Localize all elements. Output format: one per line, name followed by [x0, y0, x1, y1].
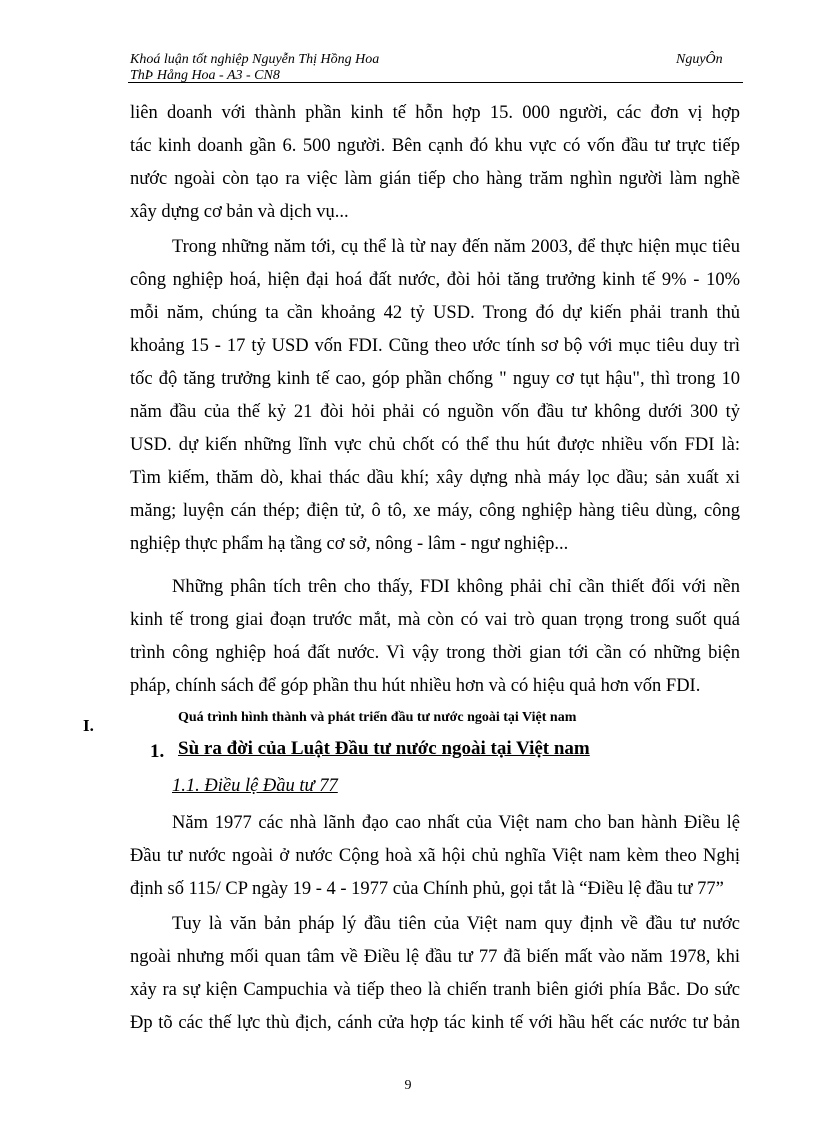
paragraph-line: nghiệp thực phẩm hạ tầng cơ sở, nông - lâm - ngư nghiệp... [130, 534, 569, 554]
paragraph-line: liên doanh với thành phần kinh tế hỗn hợp 15. 000 người, các đơn vị hợp [130, 103, 740, 123]
subheading-title: 1.1. Điều lệ Đầu tư 77 [172, 776, 338, 796]
paragraph-line: pháp, chính sách để góp phần thu hút nhiều hơn và có hiệu quả hơn vốn FDI. [130, 676, 701, 696]
paragraph-line: nước ngoài còn tạo ra việc làm gián tiếp cho hàng trăm nghìn người làm nghề [130, 169, 740, 189]
heading-title: Sù ra đời của Luật Đầu tư nước ngoài tại Việt nam [178, 738, 590, 759]
paragraph-line: định số 115/ CP ngày 19 - 4 - 1977 của Chính phủ, gọi tắt là “Điều lệ đầu tư 77” [130, 879, 724, 899]
section-title: Quá trình hình thành và phát triển đầu tư nước ngoài tại Việt nam [178, 710, 577, 725]
header-author-line: Khoá luận tốt nghiệp Nguyễn Thị Hồng Hoa [130, 52, 380, 67]
section-number: I. [83, 716, 94, 735]
paragraph-line: măng; luyện cán thép; điện tử, ô tô, xe máy, công nghiệp hàng tiêu dùng, công [130, 501, 740, 521]
paragraph-line: Tìm kiếm, thăm dò, khai thác dầu khí; xây dựng nhà máy lọc dầu; sản xuất xi [130, 468, 740, 488]
paragraph-line: mỗi năm, chúng ta cần khoảng 42 tỷ USD. Trong đó dự kiến phải tranh thủ [130, 303, 740, 323]
paragraph-line: năm đầu của thế kỷ 21 đòi hỏi phải có nguồn vốn đầu tư không dưới 300 tỷ [130, 402, 740, 422]
paragraph-line: xảy ra sự kiện Campuchia và tiếp theo là chiến tranh biên giới phía Bắc. Do sức [130, 980, 740, 1000]
paragraph-line: kinh tế trong giai đoạn trước mắt, mà còn có vai trò quan trọng trong suốt quá [130, 610, 740, 630]
header-right-name: NguyÔn [676, 52, 723, 67]
paragraph-line: Tuy là văn bản pháp lý đầu tiên của Việt nam quy định về đầu tư nước [172, 914, 740, 934]
header-class-line: ThÞ Hång Hoa - A3 - CN8 [130, 68, 280, 83]
paragraph-line: Những phân tích trên cho thấy, FDI không phải chỉ cần thiết đối với nền [172, 577, 740, 597]
paragraph-line: Ðp tõ các thế lực thù địch, cánh cửa hợp tác kinh tế với hầu hết các nước tư bản [130, 1013, 740, 1033]
paragraph-line: trình công nghiệp hoá đất nước. Vì vậy trong thời gian tới cần có những biện [130, 643, 740, 663]
paragraph-line: tốc độ tăng trưởng kinh tế cao, góp phần chống " nguy cơ tụt hậu", thì trong 10 [130, 369, 740, 389]
paragraph-line: xây dựng cơ bản và dịch vụ... [130, 202, 349, 222]
paragraph-line: ngoài nhưng mối quan tâm về Điều lệ đầu tư 77 đã biến mất vào năm 1978, khi [130, 947, 740, 967]
page-number: 9 [404, 1078, 412, 1093]
paragraph-line: USD. dự kiến những lĩnh vực chủ chốt có thể thu hút được nhiều vốn FDI là: [130, 435, 740, 455]
paragraph-line: Đầu tư nước ngoài ở nước Cộng hoà xã hội chủ nghĩa Việt nam kèm theo Nghị [130, 846, 740, 866]
paragraph-line: Trong những năm tới, cụ thể là từ nay đến năm 2003, để thực hiện mục tiêu [172, 237, 740, 257]
paragraph-line: Năm 1977 các nhà lãnh đạo cao nhất của Việt nam cho ban hành Điều lệ [172, 813, 740, 833]
paragraph-line: khoảng 15 - 17 tỷ USD vốn FDI. Cũng theo ước tính sơ bộ với mục tiêu duy trì [130, 336, 740, 356]
paragraph-line: tác kinh doanh gần 6. 500 người. Bên cạnh đó khu vực có vốn đầu tư trực tiếp [130, 136, 740, 156]
paragraph-line: công nghiệp hoá, hiện đại hoá đất nước, đòi hỏi tăng trưởng kinh tế 9% - 10% [130, 270, 740, 290]
header-divider [128, 82, 743, 83]
heading-number: 1. [150, 741, 165, 762]
